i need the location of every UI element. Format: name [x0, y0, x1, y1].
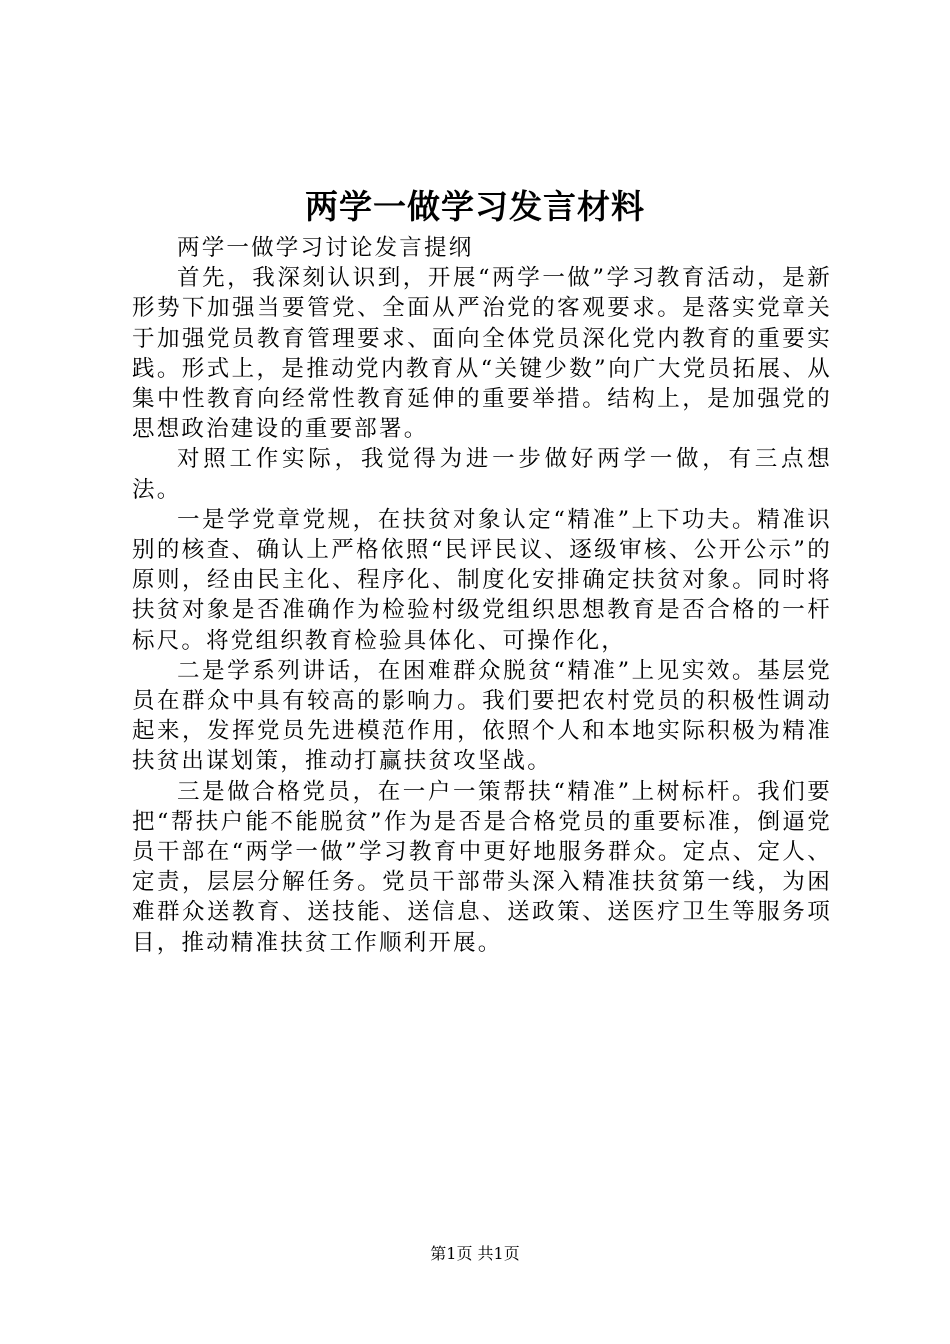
document-title: 两学一做学习发言材料: [305, 187, 645, 226]
paragraph-point-two: 二是学系列讲话，在困难群众脱贫“精准”上见实效。基层党员在群众中具有较高的影响力。我们要把农村党员的积极性调动起来，发挥党员先进模范作用，依照个人和本地实际积极为精准扶贫出谋划策，推动打赢扶贫攻坚战。: [132, 657, 832, 775]
document-body: [132, 233, 832, 958]
paragraph-intro: 首先，我深刻认识到，开展“两学一做”学习教育活动，是新形势下加强当要管党、全面从严治党的客观要求。是落实党章关于加强党员教育管理要求、面向全体党员深化党内教育的重要实践。形式上，是推动党内教育从“关键少数”向广大党员拓展、从集中性教育向经常性教育延伸的重要举措。结构上，是加强党的思想政治建设的重要部署。: [132, 265, 832, 443]
paragraph-subtitle: 两学一做学习讨论发言提纲: [177, 235, 474, 261]
page-number-footer: 第1页 共1页: [430, 1244, 520, 1263]
paragraph-point-three: 三是做合格党员，在一户一策帮扶“精准”上树标杆。我们要把“帮扶户能不能脱贫”作为是否是合格党员的重要标准，倒逼党员干部在“两学一做”学习教育中更好地服务群众。定点、定人、定责，层层分解任务。党员干部带头深入精准扶贫第一线，为困难群众送教育、送技能、送信息、送政策、送医疗卫生等服务项目，推动精准扶贫工作顺利开展。: [132, 778, 832, 956]
paragraph-three-ideas: 对照工作实际，我觉得为进一步做好两学一做，有三点想法。: [132, 446, 832, 503]
paragraph-point-one: 一是学党章党规，在扶贫对象认定“精准”上下功夫。精准识别的核查、确认上严格依照“民评民议、逐级审核、公开公示”的原则，经由民主化、程序化、制度化安排确定扶贫对象。同时将扶贫对象是否准确作为检验村级党组织思想教育是否合格的一杆标尺。将党组织教育检验具体化、可操作化，: [132, 506, 832, 654]
